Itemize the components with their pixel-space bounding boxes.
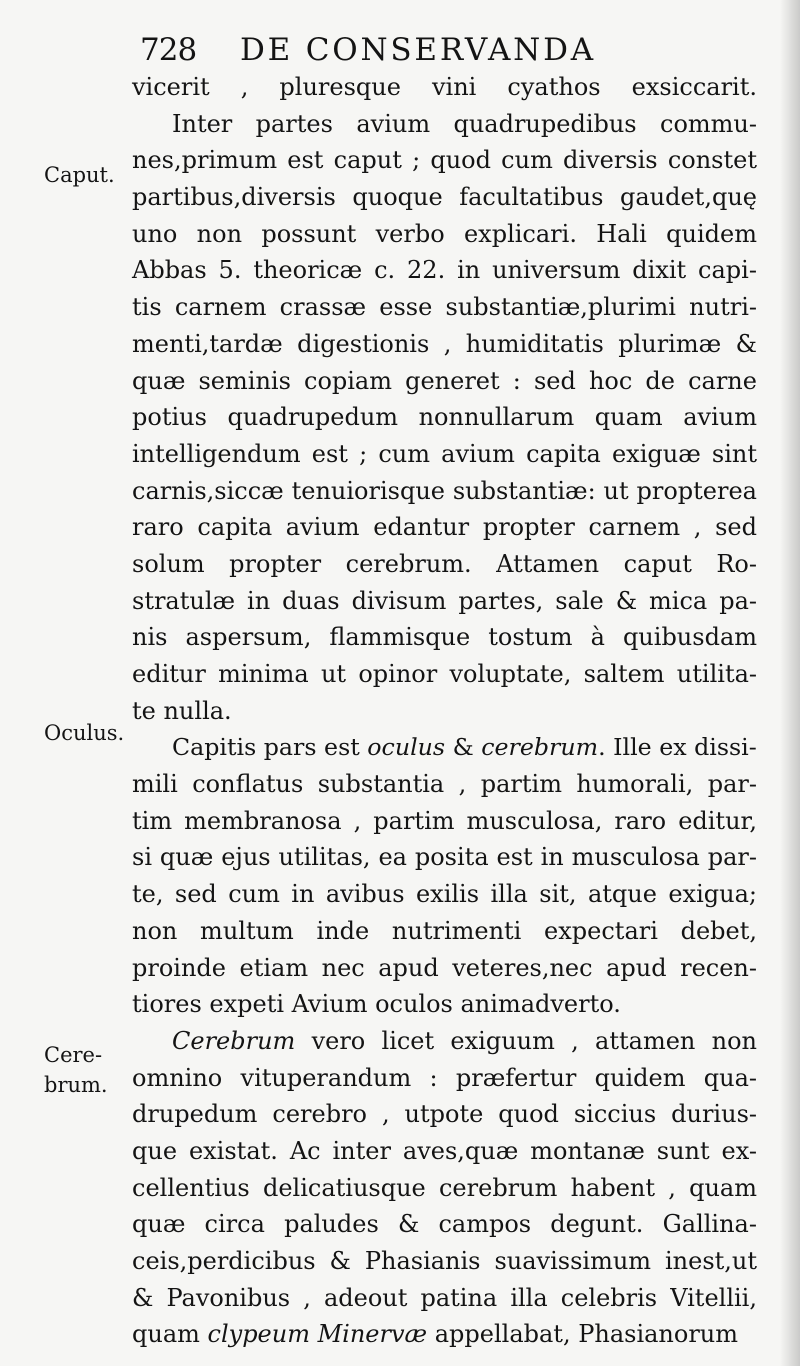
- text-line: carnis,siccæ tenuiorisque substantiæ: ut propterea: [132, 476, 757, 505]
- text-line: quæ seminis copiam generet : sed hoc de carne: [132, 366, 757, 395]
- running-header: [140, 28, 700, 72]
- margin-note-cerebrum: [44, 1040, 108, 1100]
- text-line: Inter partes avium quadrupedibus commu-: [172, 109, 757, 138]
- text-line: partibus,diversis quoque facultatibus gaudet,quę: [132, 183, 757, 212]
- text-line: quam clypeum Minervæ appellabat, Phasianorum: [132, 1320, 739, 1349]
- text-line: intelligendum est ; cum avium capita exiguæ sint: [132, 439, 758, 468]
- text-line: & Pavonibus , adeout patina illa celebris Vitellii,: [132, 1283, 757, 1312]
- text-line: Abbas 5. theoricæ c. 22. in universum dixit capi-: [132, 256, 757, 285]
- text-line: quæ circa paludes & campos degunt. Gallina-: [132, 1210, 757, 1239]
- text-line: drupedum cerebro , utpote quod siccius durius-: [132, 1100, 757, 1129]
- margin-note-line: brum.: [44, 1073, 108, 1097]
- body-text: [132, 69, 757, 1353]
- text-line: editur minima ut opinor voluptate, saltem utilita-: [132, 660, 758, 688]
- text-line: tiores expeti Avium oculos animadverto.: [132, 990, 621, 1019]
- margin-note-line: Caput.: [44, 163, 115, 187]
- text-line: Cerebrum vero licet exiguum , attamen non: [172, 1026, 758, 1055]
- page-number: 728: [140, 32, 197, 68]
- text-line: mili conflatus substantia , partim humorali, par-: [132, 770, 757, 799]
- text-line: tis carnem crassæ esse substantiæ,plurimi nutri-: [132, 293, 757, 322]
- page-edge-shadow: [780, 0, 800, 1366]
- italic-phrase: oculus: [367, 733, 446, 762]
- text-line: te, sed cum in avibus exilis illa sit, atque exigua;: [132, 880, 757, 909]
- text-line: non multum inde nutrimenti expectari debet,: [132, 916, 758, 945]
- text-line: que existat. Ac inter aves,quæ montanæ sunt ex-: [132, 1136, 757, 1165]
- text-line: te nulla.: [132, 696, 232, 725]
- text-line: ceis,perdicibus & Phasianis suavissimum inest,ut: [132, 1247, 758, 1275]
- text-line: Capitis pars est oculus & cerebrum. Ille ex dissi-: [172, 733, 757, 762]
- italic-phrase: clypeum Minervæ: [207, 1320, 428, 1349]
- margin-note-line: Cere-: [44, 1043, 103, 1067]
- margin-note-oculus: [44, 718, 124, 748]
- italic-phrase: Cerebrum: [172, 1026, 296, 1055]
- text-line: nis aspersum, flammisque tostum à quibusdam: [132, 623, 758, 652]
- text-line: cellentius delicatiusque cerebrum habent , quam: [132, 1173, 757, 1202]
- margin-note-line: Oculus.: [44, 721, 125, 745]
- text-line: si quæ ejus utilitas, ea posita est in musculosa par-: [132, 843, 757, 872]
- text-line: tim membranosa , partim musculosa, raro editur,: [132, 806, 757, 835]
- margin-note-caput: [44, 160, 115, 190]
- text-line: raro capita avium edantur propter carnem , sed: [132, 513, 757, 542]
- text-line: uno non possunt verbo explicari. Hali quidem: [132, 219, 757, 248]
- text-line: solum propter cerebrum. Attamen caput Ro-: [132, 549, 757, 578]
- italic-phrase: cerebrum: [481, 733, 599, 762]
- text-line: potius quadrupedum nonnullarum quam avium: [132, 403, 757, 432]
- text-line: menti,tardæ digestionis , humiditatis plurimæ &: [132, 329, 757, 358]
- running-title: DE CONSERVANDA: [240, 32, 596, 68]
- text-line: proinde etiam nec apud veteres,nec apud recen-: [132, 953, 757, 982]
- text-line: nes,primum est caput ; quod cum diversis constet: [132, 146, 757, 175]
- text-line: omnino vituperandum : præfertur quidem qua-: [132, 1063, 757, 1092]
- text-line: vicerit , pluresque vini cyathos exsiccarit.: [132, 73, 757, 101]
- text-line: stratulæ in duas divisum partes, sale & mica pa-: [132, 586, 757, 615]
